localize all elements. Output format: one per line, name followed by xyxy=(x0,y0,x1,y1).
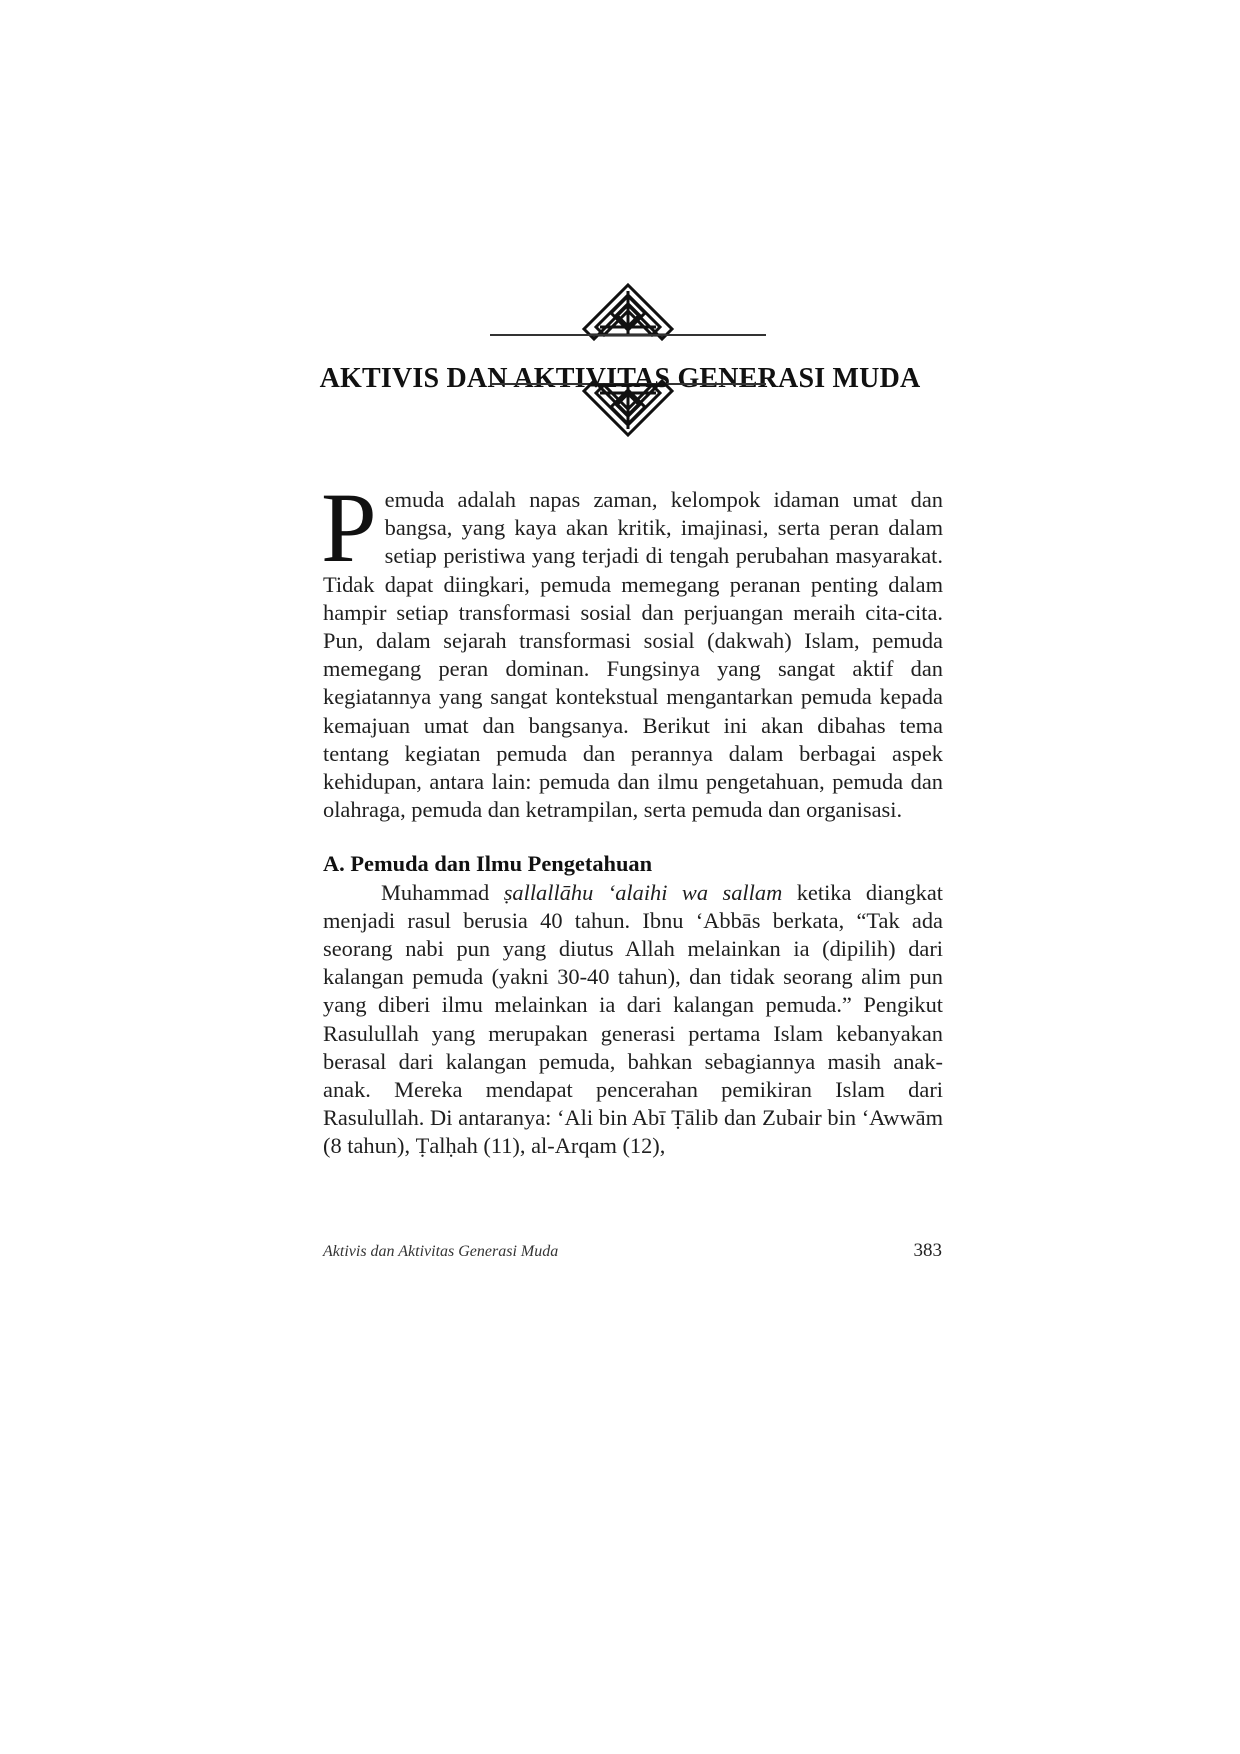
honorific-phrase: ṣallallāhu ‘alaihi wa sallam xyxy=(503,879,783,905)
running-title: Aktivis dan Aktivitas Generasi Muda xyxy=(323,1243,559,1260)
chapter-title: AKTIVIS DAN AKTIVITAS GENERASI MUDA xyxy=(319,362,921,394)
ornament-top-icon xyxy=(580,283,676,355)
section-heading: A. Pemuda dan Ilmu Pengetahuan xyxy=(323,851,653,877)
intro-paragraph: Pemuda adalah napas zaman, kelompok idaman umat dan bangsa, yang kaya akan kritik, imajinasi, serta peran dalam setiap peristiwa yang terjadi di tengah perubahan masyarakat. Tidak dapat diingkari, pemuda memegang peranan penting dalam hampir setiap transformasi sosial dan perjuangan meraih cita-cita. Pun, dalam sejarah transformasi sosial (dakwah) Islam, pemuda memegang peran dominan. Fungsinya yang sangat aktif dan kegiatannya yang sangat kontekstual mengantarkan pemuda kepada kemajuan umat dan bangsanya. Berikut ini akan dibahas tema tentang kegiatan pemuda dan perannya dalam berbagai aspek kehidupan, antara lain: pemuda dan ilmu pengetahuan, pemuda dan olahraga, pemuda dan ketrampilan, serta pemuda dan organisasi. xyxy=(321,472,943,823)
title-rule-top xyxy=(490,334,766,336)
section-paragraph xyxy=(323,879,943,1161)
section-text: ketika diangkat menjadi rasul berusia 40 tahun. Ibnu ‘Abbās berkata, “Tak ada seorang nabi pun yang diutus Allah melainkan ia (dipilih) dari kalangan pemuda (yakni 30-40 tahun), dan tidak seorang alim pun yang diberi ilmu melainkan ia dari kalangan pemuda.” Pengikut Rasulullah yang merupakan generasi pertama Islam kebanyakan berasal dari kalangan pemuda, bahkan sebagiannya masih anak-anak. Mereka mendapat pencerahan pemikiran Islam dari Rasulullah. Di antaranya: ‘Ali bin Abī Ṭālib dan Zubair bin ‘Awwām (8 tahun), Ṭalḥah (11), al-Arqam (12), xyxy=(323,879,944,1159)
prophet-name: Muhammad xyxy=(381,879,490,905)
ornament-bottom-icon xyxy=(580,365,676,437)
main-content xyxy=(321,472,944,1161)
page-number: 383 xyxy=(913,1240,942,1261)
